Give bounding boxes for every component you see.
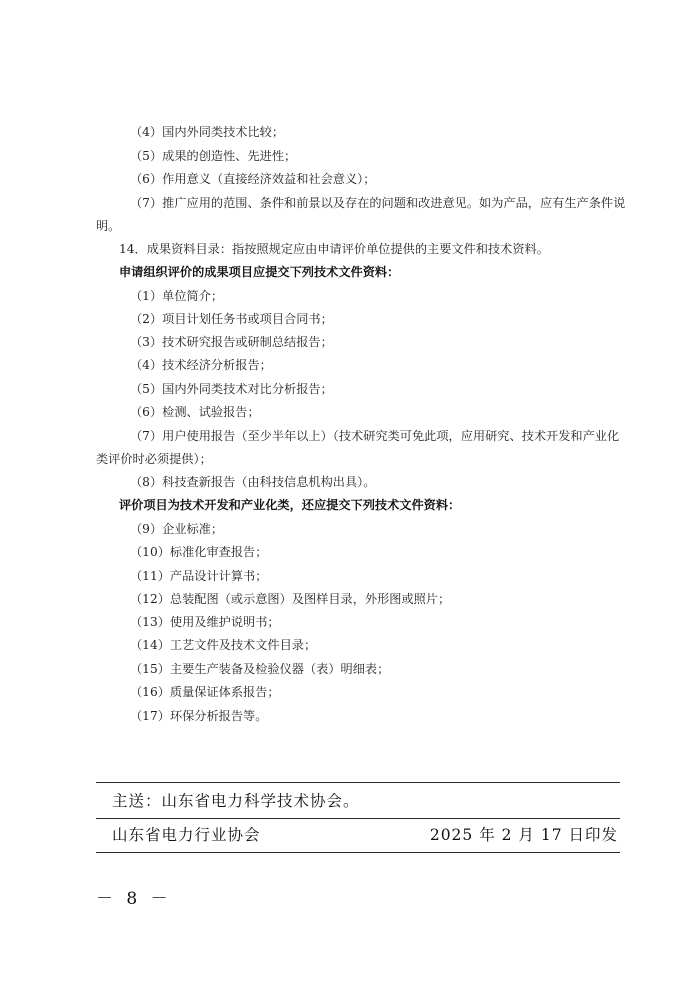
- list-item: （16）质量保证体系报告；: [130, 685, 280, 699]
- list-item-continuation: 类评价时必须提供）；: [96, 452, 212, 466]
- list-item: （1）单位简介；: [130, 289, 224, 303]
- body-line: （7）推广应用的范围、条件和前景以及存在的问题和改进意见。如为产品，应有生产条件说: [130, 196, 626, 210]
- section-heading: 评价项目为技术开发和产业化类，还应提交下列技术文件资料：: [119, 498, 461, 512]
- list-item: （8）科技查新报告（由科技信息机构出具）。: [130, 475, 376, 489]
- list-item: （2）项目计划任务书或项目合同书；: [130, 312, 333, 326]
- body-line: （4）国内外同类技术比较；: [130, 125, 285, 139]
- body-line: 明。: [96, 219, 121, 233]
- footer-middle-rule: [96, 818, 620, 819]
- list-item: （15）主要生产装备及检验仪器（表）明细表；: [130, 662, 390, 676]
- list-item: （7）用户使用报告（至少半年以上）（技术研究类可免此项，应用研究、技术开发和产业化: [130, 429, 620, 443]
- list-item: （17）环保分析报告等。: [130, 709, 268, 723]
- footer-bottom-rule: [96, 852, 620, 853]
- list-item: （11）产品设计计算书；: [130, 569, 268, 583]
- list-item: （3）技术研究报告或研制总结报告；: [130, 335, 333, 349]
- body-line: （6）作用意义（直接经济效益和社会意义）；: [130, 172, 376, 186]
- page-number: － 8 －: [96, 889, 172, 909]
- body-line: （5）成果的创造性、先进性；: [130, 149, 297, 163]
- list-item: （9）企业标准；: [130, 522, 224, 536]
- footer-issuer: 山东省电力行业协会: [112, 826, 261, 844]
- body-line: 14．成果资料目录：指按照规定应由申请评价单位提供的主要文件和技术资料。: [119, 242, 549, 256]
- list-item: （13）使用及维护说明书；: [130, 615, 280, 629]
- list-item: （12）总装配图（或示意图）及图样目录，外形图或照片；: [130, 592, 451, 606]
- list-item: （14）工艺文件及技术文件目录；: [130, 638, 317, 652]
- footer-issue-date: 2025 年 2 月 17 日印发: [429, 826, 618, 844]
- footer-recipient: 主送：山东省电力科学技术协会。: [112, 792, 360, 810]
- footer-top-rule: [96, 782, 620, 783]
- list-item: （10）标准化审查报告；: [130, 545, 268, 559]
- list-item: （6）检测、试验报告；: [130, 405, 260, 419]
- list-item: （5）国内外同类技术对比分析报告；: [130, 382, 333, 396]
- section-heading: 申请组织评价的成果项目应提交下列技术文件资料：: [119, 265, 400, 279]
- list-item: （4）技术经济分析报告；: [130, 358, 272, 372]
